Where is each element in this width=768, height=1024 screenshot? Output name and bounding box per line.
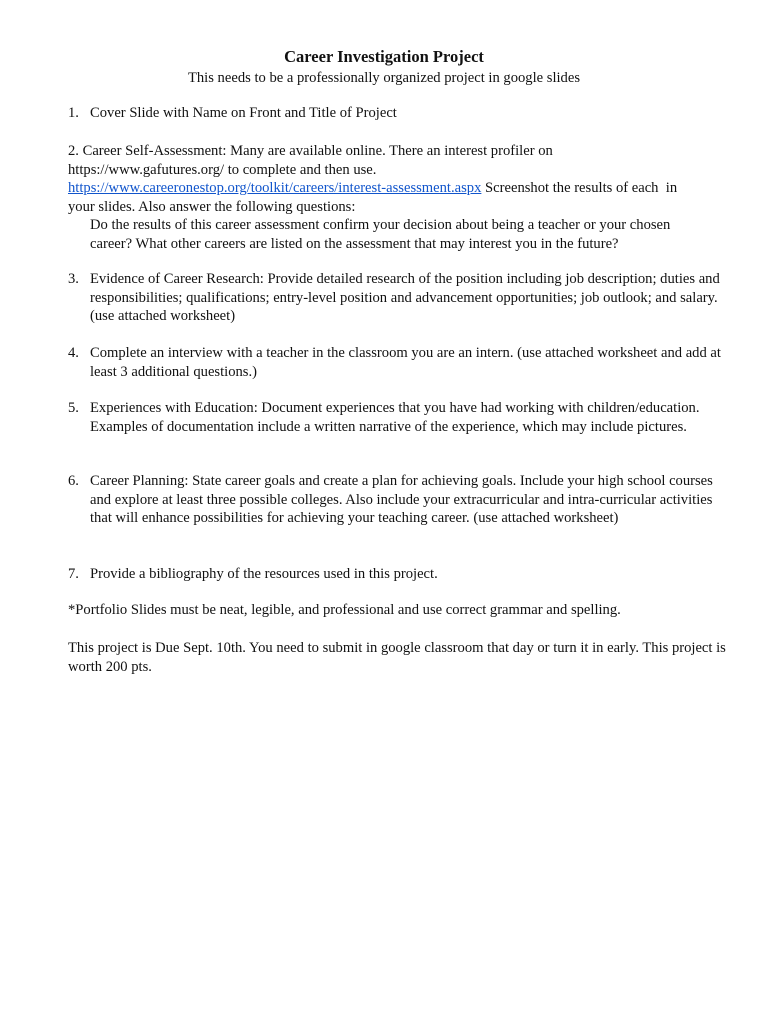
due-date-paragraph: This project is Due Sept. 10th. You need to submit in google classroom that day or turn it in early. This project is worth 200 pts. (68, 640, 726, 675)
item-text: Experiences with Education: Document experiences that you have had working with children/education. Examples of documentation include a written narrative of the experience, which may include pictures. (90, 400, 700, 435)
list-item-2 (68, 142, 728, 254)
item-2-questions-1: Do the results of this career assessment confirm your decision about being a teacher or your chosen (90, 217, 671, 234)
portfolio-note: *Portfolio Slides must be neat, legible, and professional and use correct grammar and spelling. (68, 602, 621, 618)
item-number: 1. (68, 105, 79, 121)
item-number: 5. (68, 400, 79, 416)
item-2-after-link: Screenshot the results of each in (481, 180, 678, 197)
item-number: 3. (68, 271, 79, 287)
item-2-line-1: 2. Career Self-Assessment: Many are available online. There an interest profiler on (68, 143, 553, 159)
list-item-1 (68, 104, 728, 123)
item-text: Complete an interview with a teacher in the classroom you are an intern. (use attached worksheet and add at least 3 additional questions.) (90, 345, 721, 380)
item-text: Provide a bibliography of the resources used in this project. (90, 566, 438, 582)
list-item-4 (68, 344, 728, 381)
item-2-questions-2: career? What other careers are listed on the assessment that may interest you in the future? (90, 235, 619, 252)
item-2-line-4: your slides. Also answer the following questions: (68, 198, 356, 215)
item-text: Career Planning: State career goals and create a plan for achieving goals. Include your high school courses and explore at least three possible colleges. Also include your extracurricular and intra-curricular activities that will enhance possibilities for achieving your teaching career. (use attached worksheet) (90, 473, 713, 527)
careeronestop-link[interactable]: https://www.careeronestop.org/toolkit/careers/interest-assessment.aspx (68, 180, 482, 197)
item-text: Cover Slide with Name on Front and Title of Project (90, 105, 397, 121)
page-title: Career Investigation Project (284, 47, 484, 66)
item-number: 4. (68, 345, 79, 361)
list-item-7 (68, 565, 728, 584)
list-item-6 (68, 472, 728, 528)
item-text: Evidence of Career Research: Provide detailed research of the position including job description; duties and responsibilities; qualifications; entry-level position and advancement opportunities; job outlook; and salary. (use attached worksheet) (90, 271, 720, 325)
item-2-line-2: https://www.gafutures.org/ to complete and then use. (68, 161, 377, 178)
list-item-5 (68, 399, 728, 436)
item-2-line-3 (68, 179, 728, 198)
list-item-3 (68, 270, 728, 326)
item-number: 6. (68, 473, 79, 489)
item-number: 7. (68, 566, 79, 582)
page-subtitle: This needs to be a professionally organized project in google slides (187, 70, 581, 86)
